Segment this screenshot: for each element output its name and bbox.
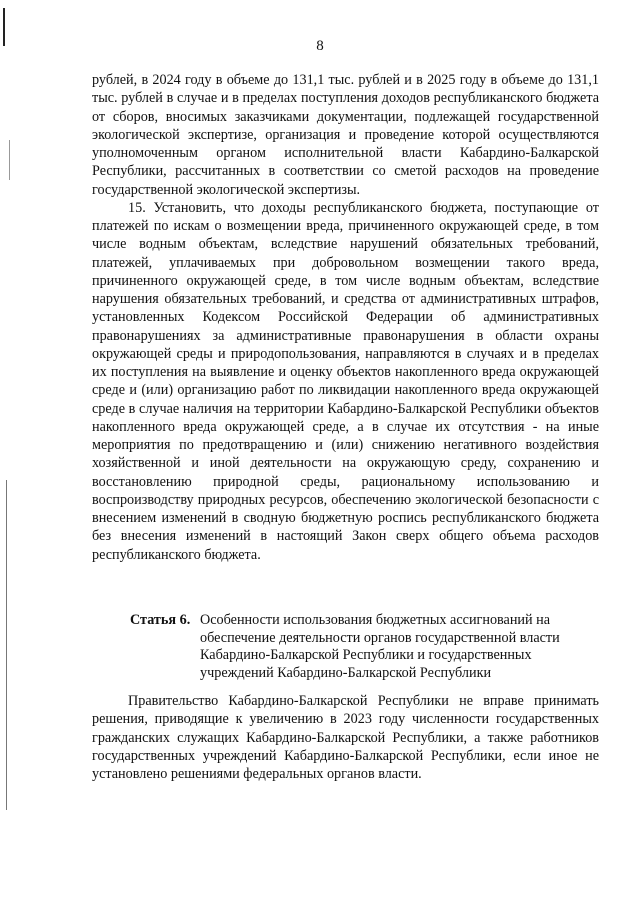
page-number: 8 bbox=[316, 38, 324, 54]
article-title: Особенности использования бюджетных ассигнований на обеспечение деятельности органов государственной власти Кабардино-Балкарской Республики и государственных учреждений Кабардино-Балкарской Республики bbox=[200, 612, 560, 681]
scan-edge-mark bbox=[6, 480, 7, 810]
paragraph-article-6: Правительство Кабардино-Балкарской Республики не вправе принимать решения, приводящие к увеличению в 2023 году численности государственных гражданских служащих Кабардино-Балкарской Республики, а также работников государственных учреждений Кабардино-Балкарской Республики, если иное не установлено решениями федеральных органов власти. bbox=[92, 693, 599, 782]
article-heading bbox=[130, 612, 600, 682]
paragraph-continuation: рублей, в 2024 году в объеме до 131,1 тыс. рублей и в 2025 году в объеме до 131,1 тыс. рублей в случае и в пределах поступления доходов республиканского бюджета от сборов, вносимых заказчиками документации, подлежащей государственной экологической экспертизе, организация и проведение которой осуществляются уполномоченным органом исполнительной власти Кабардино-Балкарской Республики, рассчитанных в соответствии со сметой расходов на проведение государственной экологической экспертизы. bbox=[92, 72, 599, 198]
scan-edge-mark bbox=[3, 8, 5, 46]
article-label: Статья 6. bbox=[130, 612, 191, 628]
text-block-bottom bbox=[92, 692, 599, 783]
scan-edge-mark bbox=[9, 140, 10, 180]
text-block-top bbox=[92, 71, 599, 564]
paragraph-item-15: 15. Установить, что доходы республиканского бюджета, поступающие от платежей по искам о возмещении вреда, причиненного окружающей среде, в том числе водным объектам, вследствие нарушений обязательных требований, платежей, уплачиваемых при добровольном возмещении такого вреда, причиненного окружающей среде, в том числе водным объектам, вследствие нарушения обязательных требований, и средства от административных штрафов, установленных Кодексом Российской Федерации об административных правонарушениях за административные правонарушения в области охраны окружающей среды и природопользования, направляются в случаях и в пределах их поступления на выявление и оценку объектов накопленного вреда окружающей среде и (или) организацию работ по ликвидации накопленного вреда окружающей среде в случае наличия на территории Кабардино-Балкарской Республики объектов накопленного вреда окружающей среде, а в случае их отсутствия - на иные мероприятия по предотвращению и (или) снижению негативного воздействия хозяйственной и иной деятельности на окружающую среду, сохранению и восстановлению природной среды, рациональному использованию и воспроизводству природных ресурсов, обеспечению экологической безопасности с внесением изменений в сводную бюджетную роспись республиканского бюджета без внесения изменений в настоящий Закон сверх общего объема расходов республиканского бюджета. bbox=[92, 199, 599, 563]
